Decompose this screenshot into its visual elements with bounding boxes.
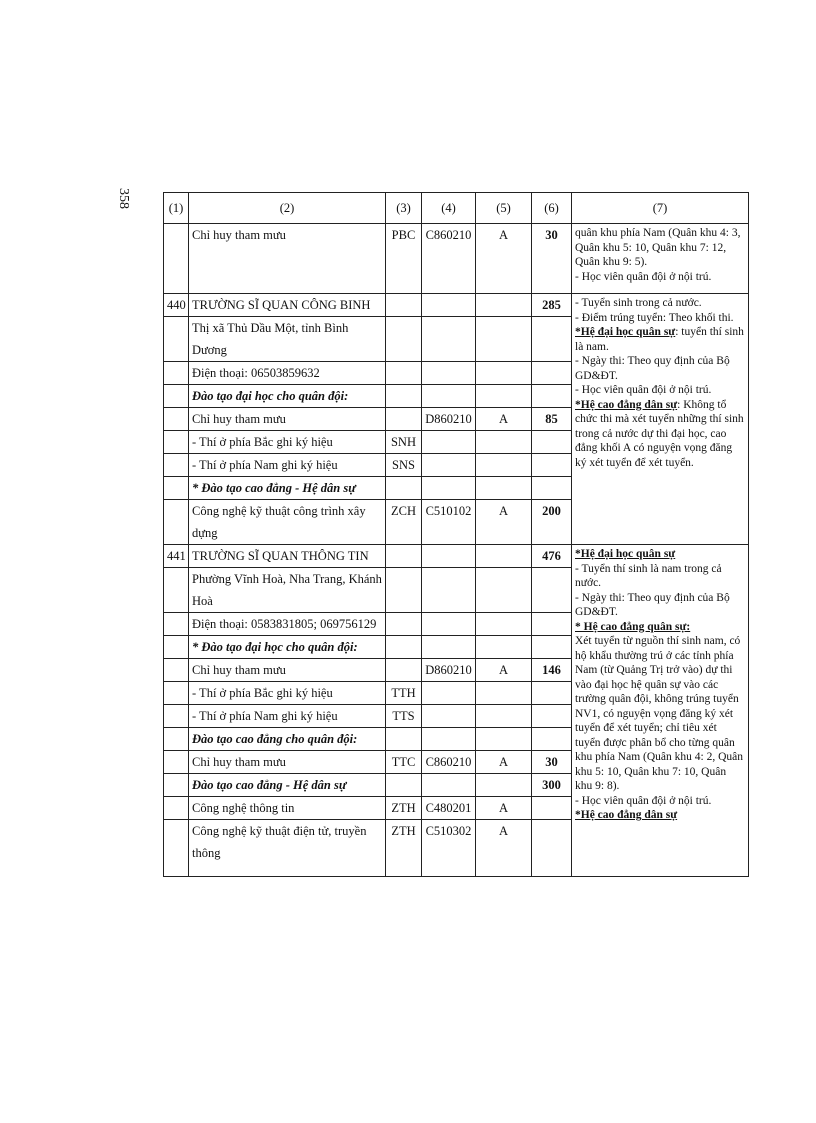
program-name: Chỉ huy tham mưu (189, 659, 386, 682)
table-row: Chỉ huy tham mưu TTC C860210 A 30 (164, 751, 749, 774)
program-name: Chỉ huy tham mưu (189, 408, 386, 431)
table-row: Đào tạo cao đẳng - Hệ dân sự 300 (164, 774, 749, 797)
program-name: - Thí ở phía Bắc ghi ký hiệu (189, 682, 386, 705)
program-name: Thị xã Thủ Dầu Một, tỉnh Bình Dương (189, 317, 386, 362)
note-line: - Tuyển thí sinh là nam trong cả nước. (575, 562, 722, 589)
program-name: * Đào tạo cao đẳng - Hệ dân sự (189, 477, 386, 500)
quota-cell: 30 (532, 224, 572, 294)
admission-table (163, 192, 749, 877)
header-cell: (5) (476, 193, 532, 224)
note-line: - Điểm trúng tuyển: Theo khối thi. (575, 311, 734, 324)
program-name: - Thí ở phía Nam ghi ký hiệu (189, 454, 386, 477)
header-cell: (2) (189, 193, 386, 224)
note-line: * Hệ cao đẳng quân sự: (575, 620, 691, 633)
school-total: 285 (532, 294, 572, 317)
school-number: 441 (164, 545, 189, 568)
page-number: 358 (116, 188, 131, 209)
school-number: 440 (164, 294, 189, 317)
note-line: *Hệ cao đẳng dân sự: Không tổ chức thi mà xét tuyển những thí sinh trong cả nước dự thi đại học, cao đẳng khối A có nguyện vọng đăng ký xét tuyển để xét tuyển. (575, 398, 744, 469)
header-cell: (1) (164, 193, 189, 224)
note-line: - Ngày thi: Theo quy định của Bộ GD&ĐT. (575, 591, 730, 618)
note-line: - Học viên quân đội ở nội trú. (575, 384, 712, 396)
school-header-row (164, 294, 749, 317)
school-title: TRƯỜNG SĨ QUAN CÔNG BINH (189, 294, 386, 317)
header-cell: (7) (572, 193, 749, 224)
table-row: - Thí ở phía Nam ghi ký hiệu SNS (164, 454, 749, 477)
program-name: Điện thoại: 0583831805; 069756129 (189, 613, 386, 636)
header-cell: (3) (386, 193, 422, 224)
table-row (164, 224, 749, 294)
program-name: Đào tạo đại học cho quân đội: (189, 385, 386, 408)
block-cell: A (476, 224, 532, 294)
note-line: quân khu phía Nam (Quân khu 4: 3, Quân khu 5: 10, Quân khu 7: 12, Quân khu 9: 5). (575, 227, 741, 268)
header-row (164, 193, 749, 224)
table-row: - Thí ở phía Nam ghi ký hiệu TTS (164, 705, 749, 728)
header-cell: (6) (532, 193, 572, 224)
note-line: - Học viên quân đội ở nội trú. (575, 270, 712, 283)
notes-cell (572, 545, 749, 877)
program-name: - Thí ở phía Nam ghi ký hiệu (189, 705, 386, 728)
school-title: TRƯỜNG SĨ QUAN THÔNG TIN (189, 545, 386, 568)
program-name: Phường Vĩnh Hoà, Nha Trang, Khánh Hoà (189, 568, 386, 613)
note-line: *Hệ cao đẳng dân sự (575, 809, 678, 821)
notes-cell (572, 294, 749, 545)
table-row: Công nghệ thông tin ZTH C480201 A (164, 797, 749, 820)
note-line: *Hệ đại học quân sự: tuyển thí sinh là nam. (575, 326, 744, 353)
program-name: - Thí ở phía Bắc ghi ký hiệu (189, 431, 386, 454)
table-row: - Thí ở phía Bắc ghi ký hiệu TTH (164, 682, 749, 705)
program-name: * Đào tạo đại học cho quân đội: (189, 636, 386, 659)
table-row: - Thí ở phía Bắc ghi ký hiệu SNH (164, 431, 749, 454)
note-line: - Tuyển sinh trong cả nước. (575, 297, 702, 309)
program-name: Đào tạo cao đẳng - Hệ dân sự (189, 774, 386, 797)
program-name: Công nghệ kỹ thuật điện tử, truyền thông (189, 820, 386, 877)
school-total: 476 (532, 545, 572, 568)
note-line: *Hệ đại học quân sự (575, 548, 676, 560)
school-header-row (164, 545, 749, 568)
program-name: Chỉ huy tham mưu (189, 224, 386, 294)
note-line: Xét tuyển từ nguồn thí sinh nam, có hộ khẩu thường trú ở các tỉnh phía Nam (từ Quảng Trị trở vào) dự thi vào đại học hệ quân sự vào các trường quân đội, không trúng tuyển NV1, có nguyện vọng đăng ký xét tuyển để xét tuyển; chỉ tiêu xét tuyển được phân bổ cho từng quân khu phía Nam (Quân khu 4: 2, Quân khu 5: 10, Quân khu 7: 10, Quân khu 9: 8). (575, 635, 743, 792)
header-cell: (4) (422, 193, 476, 224)
table-row: Công nghệ kỹ thuật công trình xây dựng ZCH C510102 A 200 (164, 500, 749, 545)
major-code-cell: C860210 (422, 224, 476, 294)
program-name: Công nghệ kỹ thuật công trình xây dựng (189, 500, 386, 545)
program-name: Công nghệ thông tin (189, 797, 386, 820)
program-name: Điện thoại: 06503859632 (189, 362, 386, 385)
table-row: Công nghệ kỹ thuật điện tử, truyền thông ZTH C510302 A (164, 820, 749, 877)
notes-cell (572, 224, 749, 294)
table-row: Chỉ huy tham mưu D860210 A 85 (164, 408, 749, 431)
program-name: Đào tạo cao đẳng cho quân đội: (189, 728, 386, 751)
note-line: - Ngày thi: Theo quy định của Bộ GD&ĐT. (575, 355, 730, 382)
note-line: - Học viên quân đội ở nội trú. (575, 794, 712, 807)
table-row: Chỉ huy tham mưu D860210 A 146 (164, 659, 749, 682)
code-cell: PBC (386, 224, 422, 294)
program-name: Chỉ huy tham mưu (189, 751, 386, 774)
